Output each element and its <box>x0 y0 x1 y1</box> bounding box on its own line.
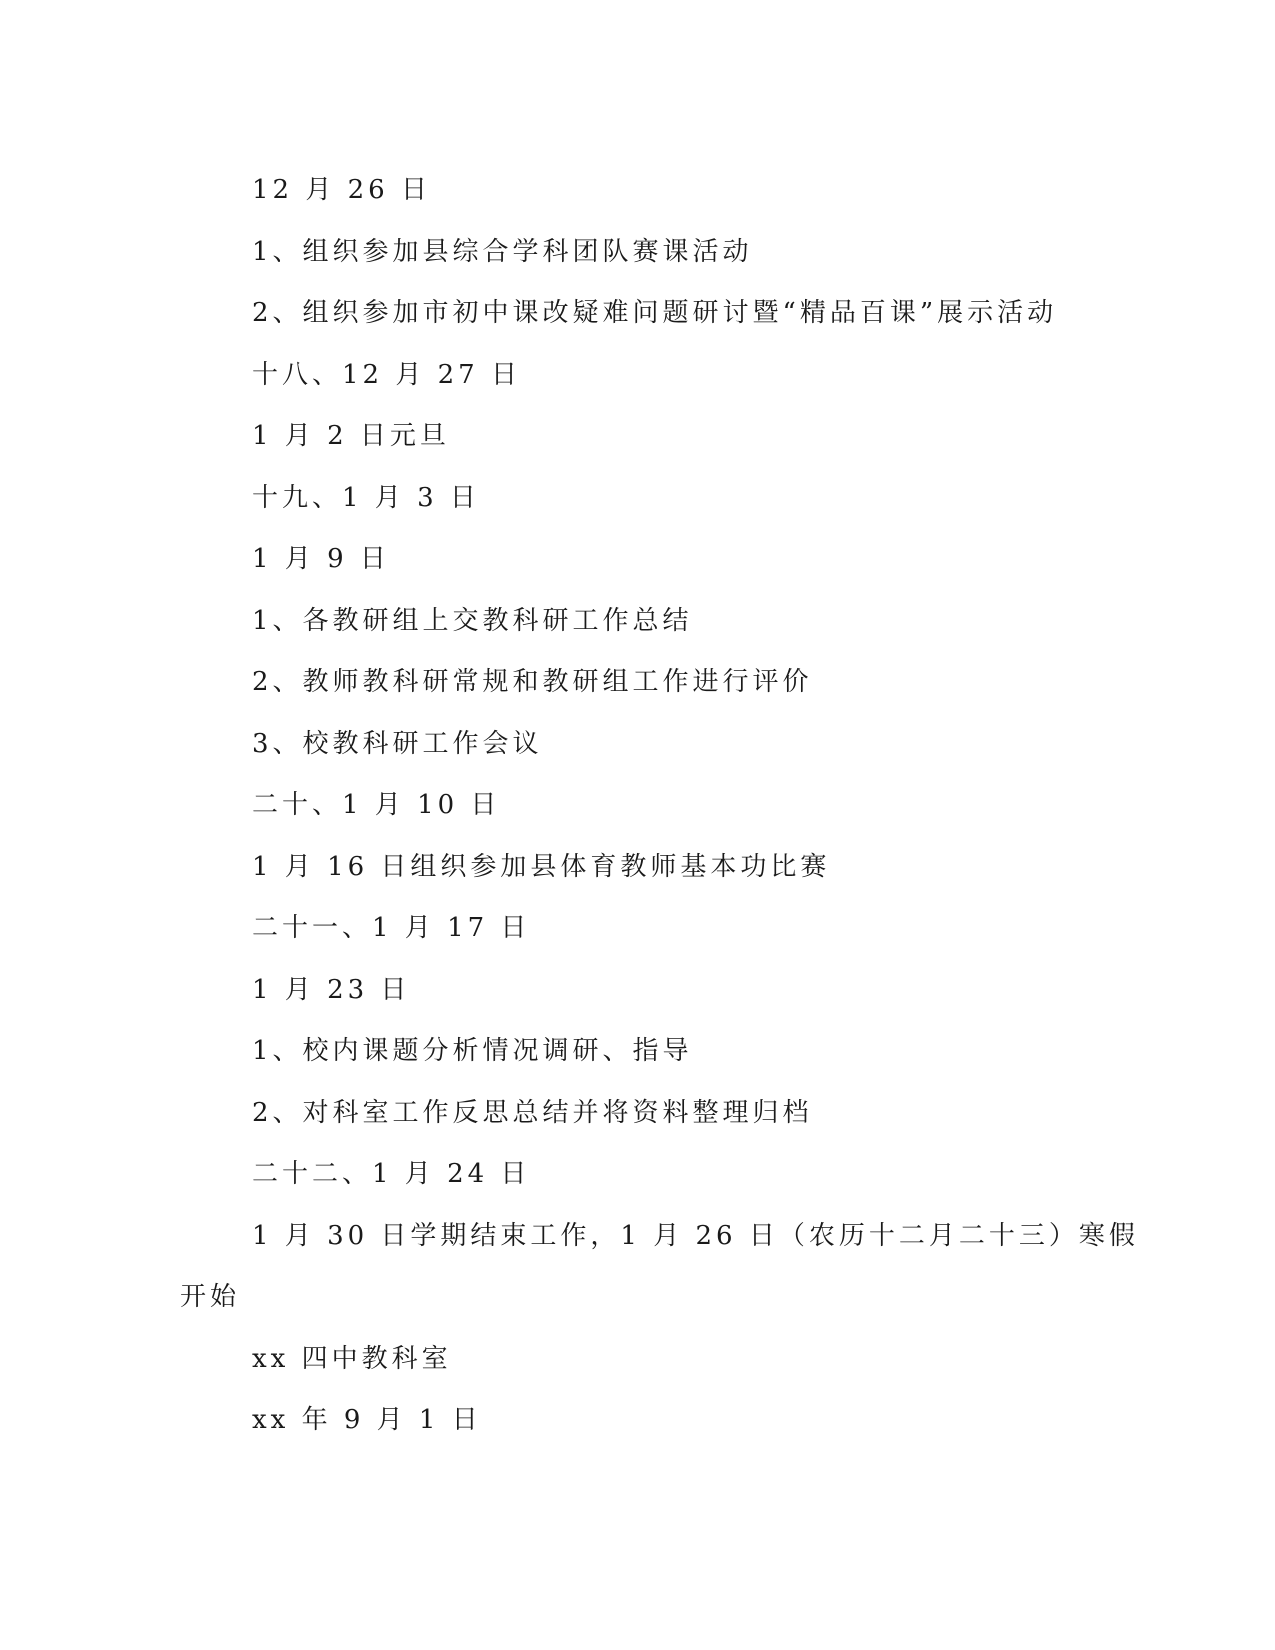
week-heading: 二十一、1 月 17 日 <box>252 913 531 943</box>
activity-line-continuation: 开始 <box>180 1282 241 1312</box>
date-line: 1 月 9 日 <box>252 544 390 574</box>
date-line: 1 月 2 日元旦 <box>252 421 450 451</box>
week-heading: 二十、1 月 10 日 <box>252 790 501 820</box>
activity-line: 3、校教科研工作会议 <box>252 728 543 759</box>
activity-line: 1、组织参加县综合学科团队赛课活动 <box>252 236 753 267</box>
activity-line: 2、对科室工作反思总结并将资料整理归档 <box>252 1097 813 1128</box>
activity-line: 2、教师教科研常规和教研组工作进行评价 <box>252 667 813 697</box>
activity-line: 2、组织参加市初中课改疑难问题研讨暨“精品百课”展示活动 <box>252 298 1058 328</box>
activity-line: 1 月 30 日学期结束工作，1 月 26 日（农历十二月二十三）寒假 <box>252 1220 1139 1251</box>
week-heading: 十八、12 月 27 日 <box>252 359 521 390</box>
week-heading: 二十二、1 月 24 日 <box>252 1159 531 1189</box>
week-heading: 十九、1 月 3 日 <box>252 482 480 513</box>
activity-line: 1、各教研组上交教科研工作总结 <box>252 605 693 636</box>
document-body <box>180 160 1139 1452</box>
date-line: 12 月 26 日 <box>252 175 431 205</box>
date-line: 1 月 23 日 <box>252 974 411 1005</box>
signature-date: xx 年 9 月 1 日 <box>252 1405 482 1435</box>
activity-line: 1、校内课题分析情况调研、指导 <box>252 1036 693 1066</box>
activity-line: 1 月 16 日组织参加县体育教师基本功比赛 <box>252 851 831 882</box>
signature-department: xx 四中教科室 <box>252 1343 452 1374</box>
